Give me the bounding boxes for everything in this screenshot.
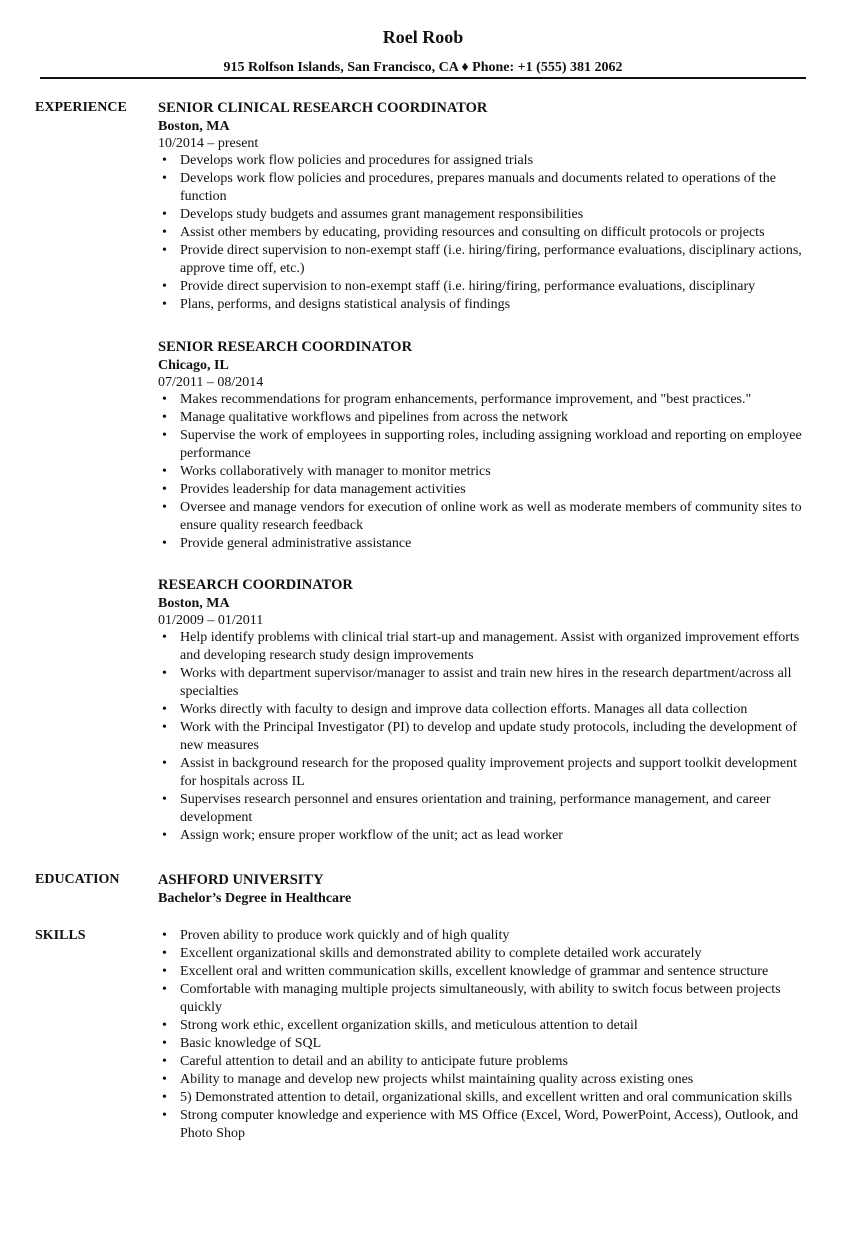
bullet-item: • Assign work; ensure proper workflow of the unit; act as lead worker	[158, 827, 813, 845]
bullet-item: • Work with the Principal Investigator (PI) to develop and update study protocols, including the development of new measures	[158, 719, 813, 755]
bullet-item: • Assist other members by educating, providing resources and consulting on difficult protocols or projects	[158, 224, 813, 242]
bullet-item: • Works directly with faculty to design and improve data collection efforts. Manages all data collection	[158, 701, 813, 719]
skill-item: • Careful attention to detail and an ability to anticipate future problems	[158, 1053, 813, 1071]
contact-line: 915 Rolfson Islands, San Francisco, CA ♦ Phone: +1 (555) 381 2062	[223, 60, 623, 75]
bullet-item: • Works with department supervisor/manager to assist and train new hires in the research department/across all specialties	[158, 665, 813, 701]
job-title: SENIOR RESEARCH COORDINATOR	[158, 339, 413, 355]
skill-item: • Strong computer knowledge and experience with MS Office (Excel, Word, PowerPoint, Access), Outlook, and Photo Shop	[158, 1107, 813, 1143]
skill-item: • Excellent organizational skills and demonstrated ability to complete detailed work accurately	[158, 945, 813, 963]
bullet-item: • Manage qualitative workflows and pipelines from across the network	[158, 409, 813, 427]
bullet-item: • Supervise the work of employees in supporting roles, including assigning workload and reporting on employee performance	[158, 427, 813, 463]
education-entry	[158, 871, 813, 908]
bullet-item: • Oversee and manage vendors for execution of online work as well as moderate members of community sites to ensure quality research feedback	[158, 499, 813, 535]
job-dates: 10/2014 – present	[158, 136, 259, 151]
bullet-item: • Makes recommendations for program enhancements, performance improvement, and "best practices."	[158, 391, 813, 409]
skill-item: • 5) Demonstrated attention to detail, organizational skills, and excellent written and oral communication skills	[158, 1089, 813, 1107]
school-name: ASHFORD UNIVERSITY	[158, 872, 324, 888]
bullet-item: • Help identify problems with clinical trial start-up and management. Assist with organized improvement efforts and developing research study design improvements	[158, 629, 813, 665]
skill-item: • Excellent oral and written communication skills, excellent knowledge of grammar and sentence structure	[158, 963, 813, 981]
bullet-item: • Develops work flow policies and procedures for assigned trials	[158, 152, 813, 170]
bullet-item: • Provide direct supervision to non-exempt staff (i.e. hiring/firing, performance evaluations, disciplinary	[158, 278, 813, 296]
bullet-item: • Assist in background research for the proposed quality improvement projects and support toolkit development for hospitals across IL	[158, 755, 813, 791]
section-label-education: EDUCATION	[35, 872, 120, 887]
degree: Bachelor’s Degree in Healthcare	[158, 891, 352, 906]
skill-item: • Basic knowledge of SQL	[158, 1035, 813, 1053]
job-bullets	[158, 629, 813, 845]
skill-item: • Ability to manage and develop new projects whilst maintaining quality across existing ones	[158, 1071, 813, 1089]
skill-item: • Proven ability to produce work quickly and of high quality	[158, 927, 813, 945]
job-dates: 01/2009 – 01/2011	[158, 613, 264, 628]
experience-entry	[158, 338, 813, 553]
bullet-item: • Plans, performs, and designs statistical analysis of findings	[158, 296, 813, 314]
job-title: SENIOR CLINICAL RESEARCH COORDINATOR	[158, 100, 488, 116]
skill-item: • Comfortable with managing multiple projects simultaneously, with ability to switch focus between projects quickly	[158, 981, 813, 1017]
header-divider	[40, 77, 806, 79]
experience-entry	[158, 576, 813, 845]
skills-list	[158, 927, 813, 1143]
job-location: Boston, MA	[158, 119, 230, 134]
job-title: RESEARCH COORDINATOR	[158, 577, 353, 593]
job-bullets	[158, 391, 813, 553]
bullet-item: • Develops work flow policies and procedures, prepares manuals and documents related to operations of the function	[158, 170, 813, 206]
bullet-item: • Works collaboratively with manager to monitor metrics	[158, 463, 813, 481]
job-location: Chicago, IL	[158, 358, 229, 373]
experience-entry	[158, 99, 813, 314]
section-label-skills: SKILLS	[35, 928, 86, 943]
job-location: Boston, MA	[158, 596, 230, 611]
skills-entry	[158, 927, 813, 1143]
bullet-item: • Supervises research personnel and ensures orientation and training, performance management, and career development	[158, 791, 813, 827]
job-bullets	[158, 152, 813, 314]
bullet-item: • Provides leadership for data management activities	[158, 481, 813, 499]
skill-item: • Strong work ethic, excellent organization skills, and meticulous attention to detail	[158, 1017, 813, 1035]
job-dates: 07/2011 – 08/2014	[158, 375, 264, 390]
section-label-experience: EXPERIENCE	[35, 100, 127, 115]
bullet-item: • Provide general administrative assistance	[158, 535, 813, 553]
bullet-item: • Develops study budgets and assumes grant management responsibilities	[158, 206, 813, 224]
candidate-name: Roel Roob	[382, 27, 464, 47]
bullet-item: • Provide direct supervision to non-exempt staff (i.e. hiring/firing, performance evaluations, disciplinary actions, approve time off, etc.)	[158, 242, 813, 278]
